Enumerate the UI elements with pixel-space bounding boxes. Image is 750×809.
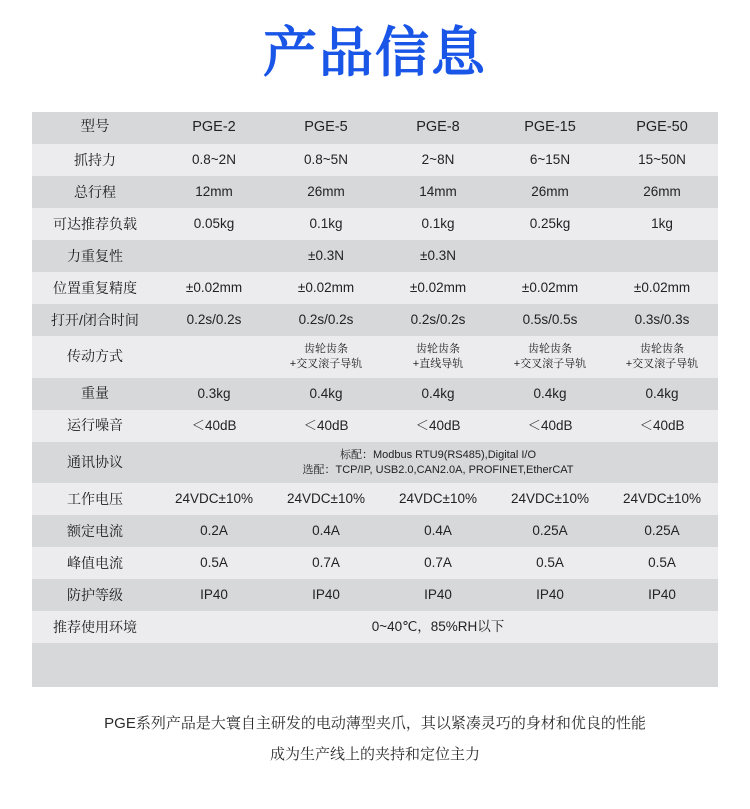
description-line-1: PGE系列产品是大寰自主研发的电动薄型夹爪，其以紧凑灵巧的身材和优良的性能: [104, 715, 646, 733]
cell: ±0.02mm: [158, 272, 270, 304]
table-header-row: [32, 112, 718, 144]
cell: ±0.3N: [382, 240, 494, 272]
cell: [606, 240, 718, 272]
cell: 26mm: [494, 176, 606, 208]
protocol-standard: 标配：Modbus RTU9(RS485),Digital I/O: [339, 448, 537, 461]
spec-table-wrapper: [32, 112, 718, 643]
cell: IP40: [270, 579, 382, 611]
cell: 0.4A: [270, 515, 382, 547]
cell: ±0.02mm: [270, 272, 382, 304]
spec-table: [32, 112, 718, 643]
cell: [494, 240, 606, 272]
table-row: [32, 547, 718, 579]
cell: 24VDC±10%: [158, 483, 270, 515]
cell: 0.5A: [494, 547, 606, 579]
table-footer-band: [32, 643, 718, 687]
table-row-environment: [32, 611, 718, 643]
table-row: [32, 176, 718, 208]
header-label: 型号: [32, 112, 158, 144]
cell-line2: +交叉滚子导轨: [625, 357, 699, 370]
cell: [494, 336, 606, 378]
row-label: 防护等级: [32, 579, 158, 611]
cell: 0.05kg: [158, 208, 270, 240]
cell: 0.7A: [270, 547, 382, 579]
cell: ＜40dB: [382, 410, 494, 442]
cell: ±0.3N: [270, 240, 382, 272]
row-label: 打开/闭合时间: [32, 304, 158, 336]
header-model-3: PGE-8: [382, 112, 494, 144]
cell: 0.5s/0.5s: [494, 304, 606, 336]
cell: ＜40dB: [270, 410, 382, 442]
cell: 12mm: [158, 176, 270, 208]
row-label: 峰值电流: [32, 547, 158, 579]
table-row: [32, 579, 718, 611]
cell: 0.25A: [606, 515, 718, 547]
cell: ＜40dB: [606, 410, 718, 442]
protocol-optional: 选配：TCP/IP, USB2.0,CAN2.0A, PROFINET,EtherCAT: [302, 463, 574, 476]
header-model-4: PGE-15: [494, 112, 606, 144]
row-label: 额定电流: [32, 515, 158, 547]
cell: 0.4kg: [606, 378, 718, 410]
cell: 24VDC±10%: [270, 483, 382, 515]
header-model-2: PGE-5: [270, 112, 382, 144]
cell: 0.4kg: [494, 378, 606, 410]
cell: 0.2A: [158, 515, 270, 547]
table-row: [32, 240, 718, 272]
cell: 0.4A: [382, 515, 494, 547]
cell: 0.1kg: [270, 208, 382, 240]
table-row: [32, 304, 718, 336]
cell-line2: +交叉滚子导轨: [513, 357, 587, 370]
row-label: 总行程: [32, 176, 158, 208]
cell: 0.3kg: [158, 378, 270, 410]
row-label: 工作电压: [32, 483, 158, 515]
cell: 0.1kg: [382, 208, 494, 240]
cell: IP40: [606, 579, 718, 611]
row-label: 重量: [32, 378, 158, 410]
cell: 0.2s/0.2s: [158, 304, 270, 336]
row-label: 力重复性: [32, 240, 158, 272]
cell: 0.3s/0.3s: [606, 304, 718, 336]
cell-line1: 齿轮齿条: [304, 343, 348, 356]
page-title: 产品信息: [263, 21, 487, 84]
row-label: 可达推荐负载: [32, 208, 158, 240]
header-model-1: PGE-2: [158, 112, 270, 144]
cell: ±0.02mm: [494, 272, 606, 304]
cell-line1: 齿轮齿条: [528, 343, 572, 356]
table-row: [32, 410, 718, 442]
cell-merged: 0~40℃，85%RH以下: [158, 611, 718, 643]
cell: [270, 336, 382, 378]
cell: ±0.02mm: [382, 272, 494, 304]
cell: 0.4kg: [270, 378, 382, 410]
cell: 0.25A: [494, 515, 606, 547]
cell: ＜40dB: [158, 410, 270, 442]
table-row: [32, 378, 718, 410]
cell: 26mm: [606, 176, 718, 208]
cell-line2: +直线导轨: [412, 357, 464, 370]
table-row: [32, 483, 718, 515]
cell: 0.2s/0.2s: [382, 304, 494, 336]
cell: 1kg: [606, 208, 718, 240]
table-row: [32, 144, 718, 176]
cell: 24VDC±10%: [606, 483, 718, 515]
cell: 2~8N: [382, 144, 494, 176]
cell: 24VDC±10%: [382, 483, 494, 515]
row-label: 位置重复精度: [32, 272, 158, 304]
cell: ±0.02mm: [606, 272, 718, 304]
table-row-protocol: [32, 442, 718, 484]
table-row: [32, 272, 718, 304]
cell: 0.2s/0.2s: [270, 304, 382, 336]
row-label: 传动方式: [32, 336, 158, 378]
row-label: 运行噪音: [32, 410, 158, 442]
cell: 14mm: [382, 176, 494, 208]
cell: ＜40dB: [494, 410, 606, 442]
cell-line1: 齿轮齿条: [640, 343, 684, 356]
row-label: 推荐使用环境: [32, 611, 158, 643]
cell: 0.25kg: [494, 208, 606, 240]
cell-line2: +交叉滚子导轨: [289, 357, 363, 370]
cell: 0.5A: [158, 547, 270, 579]
cell: IP40: [494, 579, 606, 611]
cell: [606, 336, 718, 378]
cell: [382, 336, 494, 378]
cell: 0.8~2N: [158, 144, 270, 176]
product-description: [0, 709, 750, 771]
cell: [158, 336, 270, 378]
cell: 0.5A: [606, 547, 718, 579]
cell: 0.7A: [382, 547, 494, 579]
cell: 15~50N: [606, 144, 718, 176]
table-row: [32, 336, 718, 378]
cell-merged: [158, 442, 718, 484]
description-line-2: 成为生产线上的夹持和定位主力: [269, 746, 480, 764]
row-label: 通讯协议: [32, 442, 158, 484]
cell: 0.8~5N: [270, 144, 382, 176]
table-row: [32, 515, 718, 547]
cell: 6~15N: [494, 144, 606, 176]
header-model-5: PGE-50: [606, 112, 718, 144]
cell: IP40: [158, 579, 270, 611]
row-label: 抓持力: [32, 144, 158, 176]
cell: 26mm: [270, 176, 382, 208]
cell-line1: 齿轮齿条: [416, 343, 460, 356]
cell: IP40: [382, 579, 494, 611]
cell: 0.4kg: [382, 378, 494, 410]
cell: 24VDC±10%: [494, 483, 606, 515]
cell: [158, 240, 270, 272]
table-row: [32, 208, 718, 240]
